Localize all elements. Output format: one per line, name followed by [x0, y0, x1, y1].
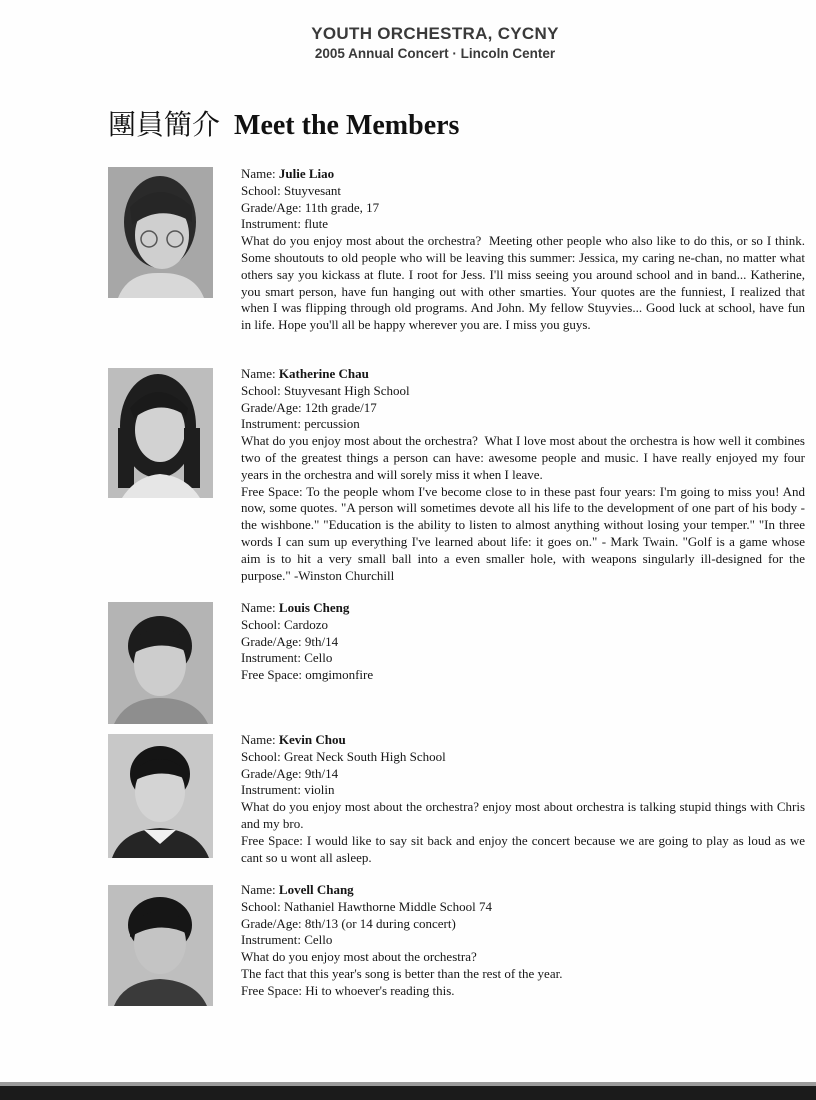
free-space-label: Free Space: [241, 483, 303, 499]
member-name-line [241, 366, 805, 383]
page-title [108, 103, 459, 143]
enjoy-question: What do you enjoy most about the orchestra? [241, 433, 478, 449]
member-grade-age: 9th/14 [304, 633, 339, 649]
member-school-line [241, 899, 805, 916]
member-entry-julie-liao [241, 166, 805, 334]
school-label: School: [241, 182, 281, 198]
enjoy-question: What do you enjoy most about the orchestra? [241, 799, 479, 815]
member-free-space: To the people whom I've become close to in these past four years: I'm going to miss you! And now, some quotes. "A person will sometimes devote all his life to the development of one part of his body - the wishbone." "Education is the ability to listen to almost anything without losing your temper." "In three words I can sum up everything I've learned about life: it goes on." - Mark Twain. "Golf is a game whose aim is to hit a very small ball into a even smaller hole, with weapons singularly ill-designed for the purpose." -Winston Churchill [241, 483, 805, 583]
page-header [0, 24, 816, 62]
name-label: Name: [241, 732, 276, 747]
enjoy-question: What do you enjoy most about the orchestra? [241, 949, 477, 965]
member-entry-katherine-chau [241, 366, 805, 584]
instrument-label: Instrument: [241, 932, 301, 948]
member-instrument: flute [304, 216, 329, 232]
free-space-label: Free Space: [241, 982, 303, 998]
member-entry-lovell-chang [241, 882, 805, 1000]
member-free-space: Hi to whoever's reading this. [305, 982, 455, 998]
member-name: Lovell Chang [278, 882, 354, 897]
name-label: Name: [241, 366, 276, 381]
member-school: Stuyvesant [283, 182, 342, 198]
member-name: Katherine Chau [278, 366, 369, 381]
member-free-space-line [241, 484, 805, 585]
member-school-line [241, 749, 805, 766]
member-grade-line [241, 916, 805, 933]
member-name-line [241, 882, 805, 899]
grade-age-label: Grade/Age: [241, 199, 302, 215]
member-grade-line [241, 200, 805, 217]
member-grade-line [241, 634, 805, 651]
school-label: School: [241, 748, 281, 764]
member-photo-kevin-chou [108, 734, 213, 858]
school-label: School: [241, 382, 281, 398]
member-name-line [241, 600, 805, 617]
member-grade-line [241, 400, 805, 417]
member-grade-line [241, 766, 805, 783]
member-instrument-line [241, 782, 805, 799]
name-label: Name: [241, 166, 276, 181]
member-school-line [241, 183, 805, 200]
member-enjoy-answer [241, 799, 805, 833]
free-space-label: Free Space: [241, 667, 303, 683]
member-enjoy-answer [241, 433, 805, 483]
member-grade-age: 9th/14 [304, 765, 339, 781]
member-instrument-line [241, 416, 805, 433]
member-enjoy: enjoy most about orchestra is talking stupid things with Chris and my bro. [241, 799, 806, 831]
member-instrument: violin [304, 782, 335, 798]
scan-edge-shadow [0, 1086, 816, 1100]
member-photo-lovell-chang [108, 885, 213, 1006]
member-name: Louis Cheng [278, 600, 350, 615]
member-instrument-line [241, 216, 805, 233]
member-free-space: I would like to say sit back and enjoy the concert because we are going to play as loud as we cant so u wont all asleep. [241, 832, 805, 865]
instrument-label: Instrument: [241, 782, 301, 798]
member-instrument-line [241, 650, 805, 667]
member-grade-age: 11th grade, 17 [304, 199, 380, 215]
member-school: Great Neck South High School [283, 748, 446, 764]
member-enjoy: Meeting other people who also like to do this, or so I think. Some shoutouts to old people who will be leaving this summer: Jessica, my caring ne-chan, no matter what others say you kickass at flute. I root for Jess. I'll miss seeing you around school and in band... Katherine, you smart person, have fun hanging out with other smarties. Your quotes are the funniest, I realized that when I was flipping through old programs. And John. My fellow Stuyvies... Good luck at school, have fun in life. Hope you'll all be happy wherever you are. I miss you guys. [241, 233, 806, 333]
member-name-line [241, 166, 805, 183]
member-enjoy-answer [241, 233, 805, 334]
school-label: School: [241, 616, 281, 632]
member-free-space-line [241, 833, 805, 867]
school-label: School: [241, 898, 281, 914]
enjoy-question: What do you enjoy most about the orchestra? [241, 233, 482, 249]
concert-info: 2005 Annual Concert · Lincoln Center [314, 46, 556, 61]
grade-age-label: Grade/Age: [241, 915, 302, 931]
instrument-label: Instrument: [241, 650, 301, 666]
instrument-label: Instrument: [241, 416, 301, 432]
member-instrument: Cello [304, 932, 333, 948]
member-school-line [241, 383, 805, 400]
member-entry-kevin-chou [241, 732, 805, 866]
page-title-english: Meet the Members [234, 110, 460, 141]
name-label: Name: [241, 600, 276, 615]
member-grade-age: 12th grade/17 [304, 399, 377, 415]
member-photo-louis-cheng [108, 602, 213, 724]
grade-age-label: Grade/Age: [241, 765, 302, 781]
grade-age-label: Grade/Age: [241, 633, 302, 649]
member-photo-julie-liao [108, 167, 213, 298]
member-school-line [241, 617, 805, 634]
member-name: Julie Liao [278, 166, 335, 181]
member-free-space-line [241, 667, 805, 684]
member-name-line [241, 732, 805, 749]
member-school: Nathaniel Hawthorne Middle School 74 [283, 898, 492, 914]
member-instrument-line [241, 932, 805, 949]
free-space-label: Free Space: [241, 832, 303, 848]
instrument-label: Instrument: [241, 216, 301, 232]
member-photo-katherine-chau [108, 368, 213, 498]
member-name: Kevin Chou [278, 732, 346, 747]
member-enjoy: What I love most about the orchestra is how well it combines two of the greatest things a person can have: awesome people and music. I have really enjoyed my four years in the orchestra and will sorely miss it when I leave. [241, 433, 805, 482]
member-grade-age: 8th/13 (or 14 during concert) [304, 915, 456, 931]
member-free-space: omgimonfire [305, 667, 374, 683]
member-school: Stuyvesant High School [283, 382, 410, 398]
member-enjoy: The fact that this year's song is better than the rest of the year. [241, 965, 563, 981]
page-title-chinese: 團員簡介 [108, 108, 221, 141]
member-instrument: percussion [304, 416, 360, 432]
organization-name: YOUTH ORCHESTRA, CYCNY [311, 24, 559, 43]
name-label: Name: [241, 882, 276, 897]
grade-age-label: Grade/Age: [241, 399, 302, 415]
member-school: Cardozo [283, 616, 329, 632]
member-entry-louis-cheng [241, 600, 805, 684]
member-instrument: Cello [304, 650, 333, 666]
member-free-space-line [241, 983, 805, 1000]
